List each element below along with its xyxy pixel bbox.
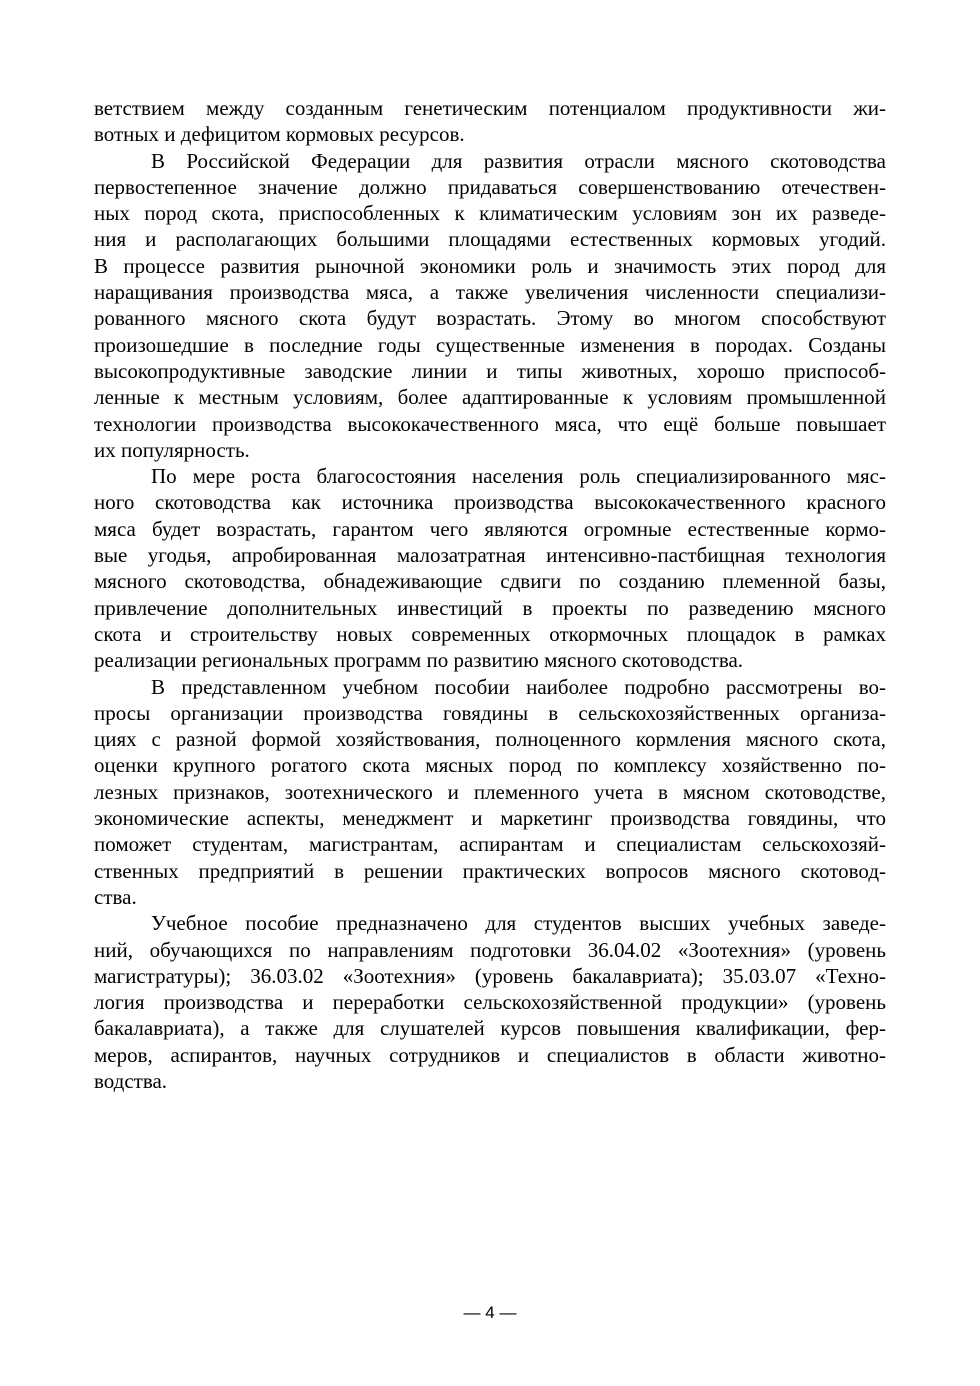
text-line: По мере роста благосостояния населения роль специализированного мяс- [151,464,886,489]
text-line: мяса будет возрастать, гарантом чего являются огромные естественные кормо- [94,516,886,541]
text-line: технологии производства высококачественного мяса, что ещё больше повышает [94,411,886,436]
paragraph [94,148,886,464]
text-line: ветствием между созданным генетическим потенциалом продуктивности жи- [94,96,886,120]
text-line: магистратуры); 36.03.02 «Зоотехния» (уровень бакалавриата); 35.03.07 «Техно- [94,963,886,988]
text-line: логия производства и переработки сельскохозяйственной продукции» (уровень [94,990,886,1015]
text-line: экономические аспекты, менеджмент и маркетинг производства говядины, что [94,806,886,831]
text-line: Учебное пособие предназначено для студентов высших учебных заведе- [151,911,886,936]
text-line: скота и строительству новых современных откормочных площадок в рамках [94,621,886,646]
text-line: высокопродуктивные заводские линии и типы животных, хорошо приспособ- [94,358,886,383]
text-line: ственных предприятий в решении практических вопросов мясного скотовод- [94,858,886,883]
text-line: ного скотоводства как источника производства высококачественного красного [94,490,886,515]
page-number: — 4 — [463,1303,517,1322]
text-line: оценки крупного рогатого скота мясных пород по комплексу хозяйственно по- [94,753,886,778]
text-line: циях с разной формой хозяйствования, полноценного кормления мясного скота, [94,727,886,752]
text-line: ных пород скота, приспособленных к климатическим условиям зон их разведе- [94,201,886,226]
text-line: вотных и дефицитом кормовых ресурсов. [94,122,465,147]
text-line: привлечение дополнительных инвестиций в проекты по разведению мясного [94,595,886,620]
text-line: бакалавриата), а также для слушателей курсов повышения квалификации, фер- [94,1016,886,1041]
text-line: рованного мясного скота будут возрастать. Этому во многом способствуют [94,306,886,331]
paragraph [94,95,886,148]
paragraph [94,910,886,1094]
text-line: В Российской Федерации для развития отрасли мясного скотоводства [151,148,886,173]
text-line: первостепенное значение должно придаваться совершенствованию отечествен- [94,174,886,199]
text-line: В представленном учебном пособии наиболее подробно рассмотрены во- [151,674,886,699]
text-line: поможет студентам, магистрантам, аспирантам и специалистам сельскохозяй- [94,832,886,857]
text-line: ства. [94,884,137,909]
text-line: В процессе развития рыночной экономики роль и значимость этих пород для [94,253,886,278]
body-text [94,95,886,1094]
text-line: просы организации производства говядины в сельскохозяйственных организа- [94,700,886,725]
paragraph [94,463,886,673]
paragraph-list [94,95,886,1094]
text-line: меров, аспирантов, научных сотрудников и специалистов в области животно- [94,1042,886,1067]
text-line: реализации региональных программ по развитию мясного скотоводства. [94,648,744,673]
text-line: ний, обучающихся по направлениям подготовки 36.04.02 «Зоотехния» (уровень [94,937,886,962]
text-line: водства. [94,1068,168,1093]
text-line: лезных признаков, зоотехнического и племенного учета в мясном скотоводстве, [94,779,886,804]
text-line: наращивания производства мяса, а также увеличения численности специализи- [94,280,886,305]
text-line: их популярность. [94,437,250,462]
paragraph [94,674,886,911]
text-line: ленные к местным условиям, более адаптированные к условиям промышленной [94,385,886,410]
text-line: вые угодья, апробированная малозатратная интенсивно-пастбищная технология [94,543,886,568]
text-line: мясного скотоводства, обнадеживающие сдвиги по созданию племенной базы, [94,569,886,594]
text-line: произошедшие в последние годы существенные изменения в породах. Созданы [94,332,886,357]
text-line: ния и располагающих большими площадями естественных кормовых угодий. [94,227,886,252]
